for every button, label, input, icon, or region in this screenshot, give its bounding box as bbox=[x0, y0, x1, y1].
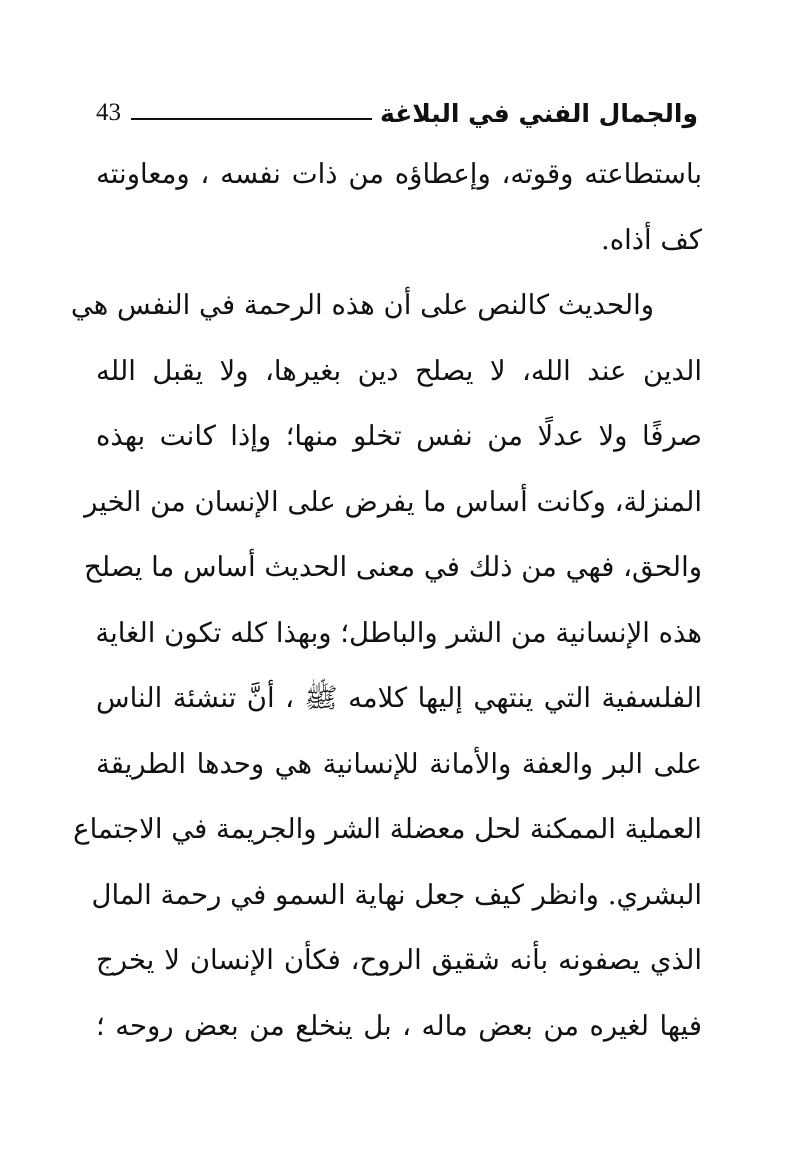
text-line: العملية الممكنة لحل معضلة الشر والجريمة في الاجتماع bbox=[73, 813, 702, 845]
page-number: 43 bbox=[96, 99, 121, 126]
text-line: الفلسفية التي ينتهي إليها كلامه ﷺ ، أنَّ تنشئة الناس bbox=[96, 682, 702, 714]
body-text bbox=[70, 142, 702, 1059]
header-rule bbox=[131, 118, 372, 120]
text-line: صرفًا ولا عدلًا من نفس تخلو منها؛ وإذا كانت بهذه bbox=[96, 420, 702, 452]
text-line: هذه الإنسانية من الشر والباطل؛ وبهذا كله تكون الغاية bbox=[95, 616, 702, 649]
text-line: والحق، فهي من ذلك في معنى الحديث أساس ما يصلح bbox=[84, 551, 702, 583]
text-line: فيها لغيره من بعض ماله ، بل ينخلع من بعض روحه ؛ bbox=[96, 1009, 702, 1042]
text-line: المنزلة، وكانت أساس ما يفرض على الإنسان من الخير bbox=[84, 485, 702, 518]
text-line: كف أذاه. bbox=[601, 223, 702, 256]
running-header-title: والجمال الفني في البلاغة bbox=[380, 98, 698, 128]
text-line: الدين عند الله، لا يصلح دين بغيرها، ولا يقبل الله bbox=[96, 354, 702, 387]
text-line: والحديث كالنص على أن هذه الرحمة في النفس هي bbox=[70, 289, 654, 321]
text-line: الذي يصفونه بأنه شقيق الروح، فكأن الإنسان لا يخرج bbox=[96, 944, 702, 976]
text-line: البشري. وانظر كيف جعل نهاية السمو في رحمة المال bbox=[91, 878, 702, 911]
running-header bbox=[96, 92, 698, 134]
text-line: على البر والعفة والأمانة للإنسانية هي وحدها الطريقة bbox=[96, 747, 702, 780]
text-line: باستطاعته وقوته، وإعطاؤه من ذات نفسه ، ومعاونته bbox=[96, 158, 702, 190]
